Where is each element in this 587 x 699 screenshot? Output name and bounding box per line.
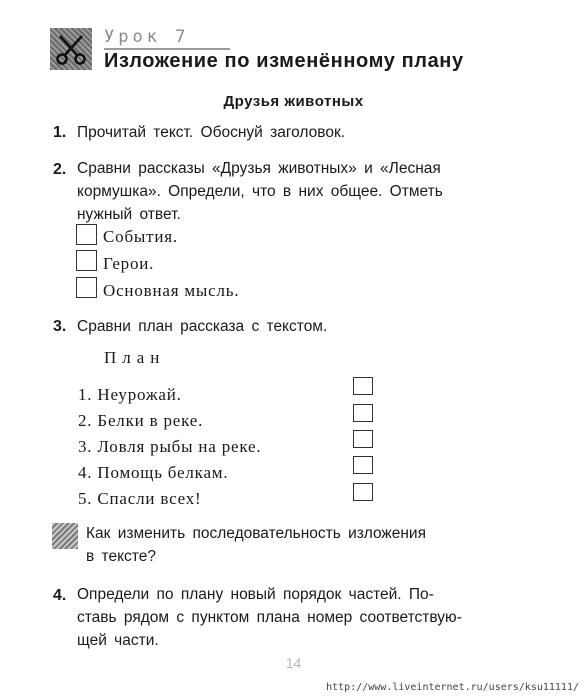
plan-item-checkbox[interactable] <box>353 430 373 448</box>
task1-number: 1. <box>53 124 67 141</box>
plan-item: 3. Ловля рыбы на реке. <box>78 437 262 456</box>
task4-line: Определи по плану новый порядок частей. По- <box>77 586 434 603</box>
page-number: 14 <box>285 655 302 671</box>
plan-item-checkbox[interactable] <box>353 483 373 501</box>
task2-line: нужный ответ. <box>77 206 181 223</box>
plan-item: 5. Спасли всех! <box>78 489 202 508</box>
option-checkbox-main-idea[interactable] <box>76 277 97 298</box>
task2-line: кормушка». Определи, что в них общее. Отметь <box>77 183 443 200</box>
task2-number: 2. <box>53 161 67 178</box>
scissors-icon <box>50 28 92 70</box>
option-checkbox-heroes[interactable] <box>76 250 97 271</box>
plan-item: 4. Помощь белкам. <box>78 463 229 482</box>
task2-text <box>77 157 443 226</box>
question-line: в тексте? <box>86 548 156 565</box>
option-label-heroes: Герои. <box>103 254 155 273</box>
plan-item: 1. Неурожай. <box>78 385 182 404</box>
task3-text: Сравни план рассказа с текстом. <box>77 318 328 335</box>
lesson-label: Урок 7 <box>104 27 190 47</box>
option-label-main-idea: Основная мысль. <box>103 281 240 300</box>
option-label-events: События. <box>103 227 178 246</box>
task2-line: Сравни рассказы «Друзья животных» и «Лесная <box>77 160 441 177</box>
watermark-url: http://www.liveinternet.ru/users/ksu11111/ <box>326 682 579 693</box>
plan-title: План <box>104 348 166 367</box>
text-title: Друзья животных <box>223 93 364 110</box>
question-text <box>86 522 426 568</box>
plan-item-checkbox[interactable] <box>353 456 373 474</box>
task4-line: ставь рядом с пунктом плана номер соответствую- <box>77 609 462 626</box>
option-checkbox-events[interactable] <box>76 224 97 245</box>
question-line: Как изменить последовательность изложения <box>86 525 426 542</box>
question-marker-icon <box>52 523 78 549</box>
task1-text: Прочитай текст. Обоснуй заголовок. <box>77 124 346 141</box>
plan-item-checkbox[interactable] <box>353 377 373 395</box>
lesson-title: Изложение по изменённому плану <box>104 50 464 72</box>
plan-item: 2. Белки в реке. <box>78 411 204 430</box>
task4-line: щей части. <box>77 632 159 649</box>
plan-item-checkbox[interactable] <box>353 404 373 422</box>
task4-number: 4. <box>53 587 67 604</box>
task4-text <box>77 583 462 652</box>
task3-number: 3. <box>53 318 67 335</box>
